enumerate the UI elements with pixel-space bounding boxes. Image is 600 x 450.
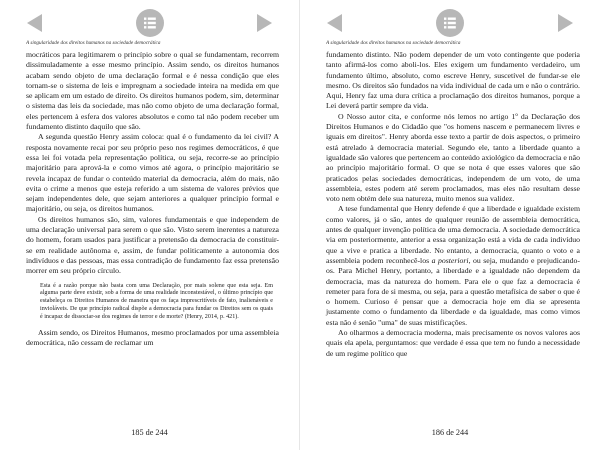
text-run: , ou seja, mudando e prejudicando-os. Para Michel Henry, portanto, a liberdade e a igualdade não dependem da democracia, mas da natureza do homem. Para ele o que faz a democracia é remeter para fora de si mesma, ou seja, para a questão metafísica de saber o que é o homem. Curioso é pensar que a democracia hoje em dia se apresenta justamente como o fundamento da liberdade e da igualdade, mas como vimos esta não é senão "uma" de suas mistificações.	[326, 255, 581, 327]
viewer-toolbar	[0, 9, 299, 37]
table-of-contents-button[interactable]	[136, 9, 164, 37]
paragraph: mocráticos para legitimarem o princípio sobre o qual se fundamentam, recorrem dissimuladamente a esse mesmo princípio. Assim sendo, os direitos humanos acabam sendo objeto de uma declaração formal e é nessa condição que eles tornam-se o sistema de leis e impregnam a sociedade inteira na medida em que se aplicam em um estado de direito. Os direitos humanos podem, sim, determinar o sistema das leis da sociedade, mas não como objeto de uma declaração formal, eles pertencem à esfera dos valores absolutos e como tal não podem receber um fundamento distinto daquilo que são.	[26, 50, 279, 132]
paragraph: Os direitos humanos são, sim, valores fundamentais e que independem de uma declaração universal para serem o que são. Visto serem inerentes a natureza do homem, foram usados para justificar a pretensão da democracia de constituir-se em realidade autônoma e, assim, de fundar politicamente a autonomia dos indivíduos e das pessoas, mas essa contradição de fundamento faz essa pretensão morrer em seu próprio círculo.	[26, 214, 279, 276]
list-icon	[436, 9, 464, 37]
list-icon	[136, 9, 164, 37]
previous-page-button[interactable]	[24, 12, 44, 34]
text-run: A tese fundamental que Henry defende é que a liberdade e igualdade existem como valores, já o são, antes de qualquer reunião de assembleia democrática, antes de qualquer invenção política de uma democracia. A sociedade democrática via em posteriormente, anterior a essa organização está a vida de cada indivíduo que a vive e pratica a liberdade. No entanto, a democracia, quanto o voto e a assembleia podem reconhecê-los	[326, 204, 580, 265]
running-head: A singularidade dos direitos humanos na sociedade democrática	[26, 40, 161, 46]
page-number: 185 de 244	[131, 428, 168, 437]
viewer-toolbar	[300, 9, 600, 37]
next-page-button[interactable]	[255, 12, 275, 34]
triangle-right-icon	[255, 12, 275, 34]
running-head: A singularidade dos direitos humanos na sociedade democrática	[326, 40, 461, 46]
triangle-right-icon	[556, 12, 576, 34]
page-body	[26, 50, 279, 349]
paragraph	[326, 204, 580, 328]
next-page-button[interactable]	[556, 12, 576, 34]
paragraph: fundamento distinto. Não podem depender de um voto contingente que poderia tanto afirmá-los como aboli-los. Eles exigem um fundamento verdadeiro, um fundamento último, absoluto, como escreve Henry, suscetível de fundar-se ele mesmo. Os direitos são fundados na vida individual de cada um e não o contrário. Aqui, Henry faz uma dura crítica a proclamação dos direitos humanos, porque a Lei deverá partir sempre da vida.	[326, 50, 580, 111]
previous-page-button[interactable]	[324, 12, 344, 34]
block-quote: Esta é a razão porque não basta com uma Declaração, por mais solene que esta seja. Em alguma parte deve existir, sob a forma de uma realidade inconstestável, o último princípio que estabeleça os Direitos Humanos de maneira que os faça imprescritíveis de fato, inalienáveis e invioláveis. De que princípio radical dispõe a democracia para fundar os Direitos sem os quais é incapaz de dissociar-se dos regimes de terror e de morte? (Henry, 2014, p. 421).	[40, 282, 273, 321]
table-of-contents-button[interactable]	[436, 9, 464, 37]
triangle-left-icon	[324, 12, 344, 34]
page-body	[326, 50, 580, 359]
page-number: 186 de 244	[431, 428, 469, 437]
paragraph: A segunda questão Henry assim coloca: qual é o fundamento da lei civil? A resposta novamente recai por seu próprio peso nos regimes democráticos, é que essa lei foi votada pela representação política, ou seja, recorre-se ao princípio majoritário para aprová-la e como vimos até agora, o princípio majoritário se revela incapaz de fundar o conteúdo material da democracia, além do mais, não evita o crime a menos que esteja referido a um sistema de valores prévios que sejam independentes dele, que sejam anteriores a qualquer princípio formal e majoritário, ou seja, os direitos humanos.	[26, 132, 279, 214]
right-page	[300, 0, 600, 450]
paragraph: O Nosso autor cita, e conforme nós lemos no artigo 1º da Declaração dos Direitos Humanos e do Cidadão que "os homens nascem e permanecem livres e iguais em direitos". Henry aborda esse texto a partir de dois aspectos, o primeiro está atrelado à democracia material. Segundo ele, tanto a liberdade quanto a igualdade são valores que pertencem ao conteúdo axiológico da democracia e não ao princípio majoritário formal. O que se nota é que esses valores que são praticados pelas sociedades democráticas, independem de um voto, de uma assembleia, estes podem até serem proclamados, mas eles não resultam desse voto nem obtém dele sua natureza, muito menos sua validez.	[326, 111, 580, 204]
triangle-left-icon	[24, 12, 44, 34]
paragraph: Assim sendo, os Direitos Humanos, mesmo proclamados por uma assembleia democrática, não cessam de reclamar um	[26, 328, 279, 348]
paragraph: Ao olharmos a democracia moderna, mais precisamente os novos valores aos quais ela apela, perguntamos: que verdade é essa que tem no fundo a necessidade de um regime político que	[326, 328, 580, 358]
emphasis: a posteriori	[431, 255, 469, 265]
